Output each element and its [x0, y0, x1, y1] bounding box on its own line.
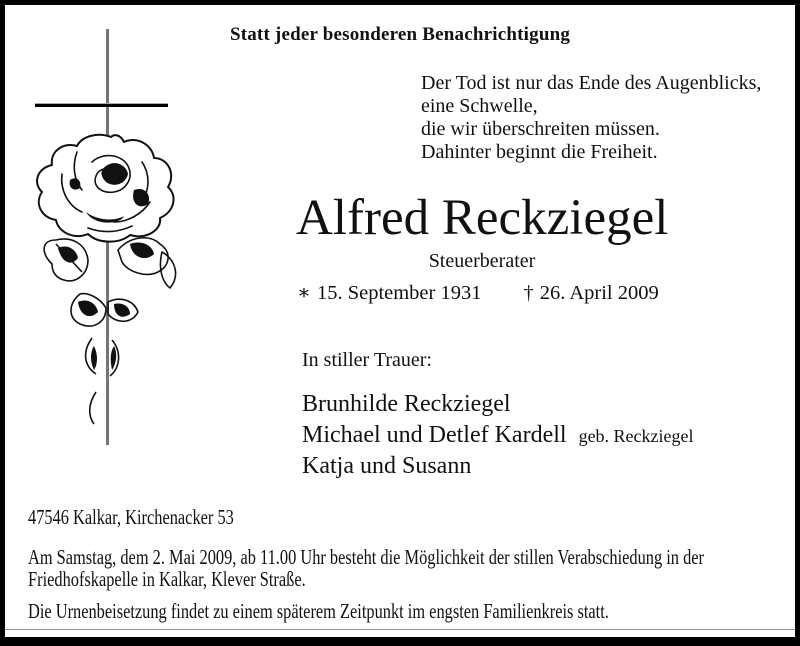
mourning-intro: In stiller Trauer: — [302, 349, 432, 371]
poem — [421, 72, 761, 164]
bottom-hairline — [5, 629, 795, 630]
mourner-name-suffix: geb. Reckziegel — [578, 425, 694, 446]
death-date — [523, 282, 658, 304]
poem-line: die wir überschreiten müssen. — [421, 118, 660, 140]
poem-line: Der Tod ist nur das Ende des Augenblicks, — [421, 72, 762, 94]
mourners-list — [302, 389, 694, 482]
mourner-row — [302, 389, 694, 420]
deceased-name: Alfred Reckziegel — [296, 190, 669, 246]
rose-icon — [22, 132, 182, 452]
mourner-name: Brunhilde Reckziegel — [302, 391, 511, 417]
death-cross-symbol: † — [523, 282, 534, 304]
farewell-line: Am Samstag, dem 2. Mai 2009, ab 11.00 Uhr besteht die Möglichkeit der stillen Verabschiedung in der — [28, 545, 705, 569]
deceased-profession: Steuerberater — [428, 250, 536, 272]
cross-horizontal-bar — [35, 104, 168, 107]
mourner-name: Katja und Susann — [302, 453, 472, 479]
death-date-text: 26. April 2009 — [539, 282, 659, 304]
farewell-line: Friedhofskapelle in Kalkar, Klever Straße. — [28, 567, 306, 591]
poem-line: Dahinter beginnt die Freiheit. — [421, 141, 658, 163]
birth-date-text: 15. September 1931 — [316, 282, 482, 304]
birth-star-symbol: ∗ — [297, 282, 311, 304]
farewell-announcement — [28, 546, 704, 590]
preamble-text: Statt jeder besonderen Benachrichtigung — [229, 24, 571, 45]
life-dates — [297, 283, 659, 304]
mourner-row — [302, 451, 694, 482]
poem-line: eine Schwelle, — [421, 95, 538, 117]
birth-date — [297, 282, 481, 304]
family-address: 47546 Kalkar, Kirchenacker 53 — [28, 505, 234, 529]
mourner-row — [302, 420, 694, 452]
burial-note: Die Urnenbeisetzung findet zu einem späterem Zeitpunkt im engsten Familienkreis statt. — [28, 599, 609, 623]
mourner-name: Michael und Detlef Kardell — [302, 421, 567, 448]
